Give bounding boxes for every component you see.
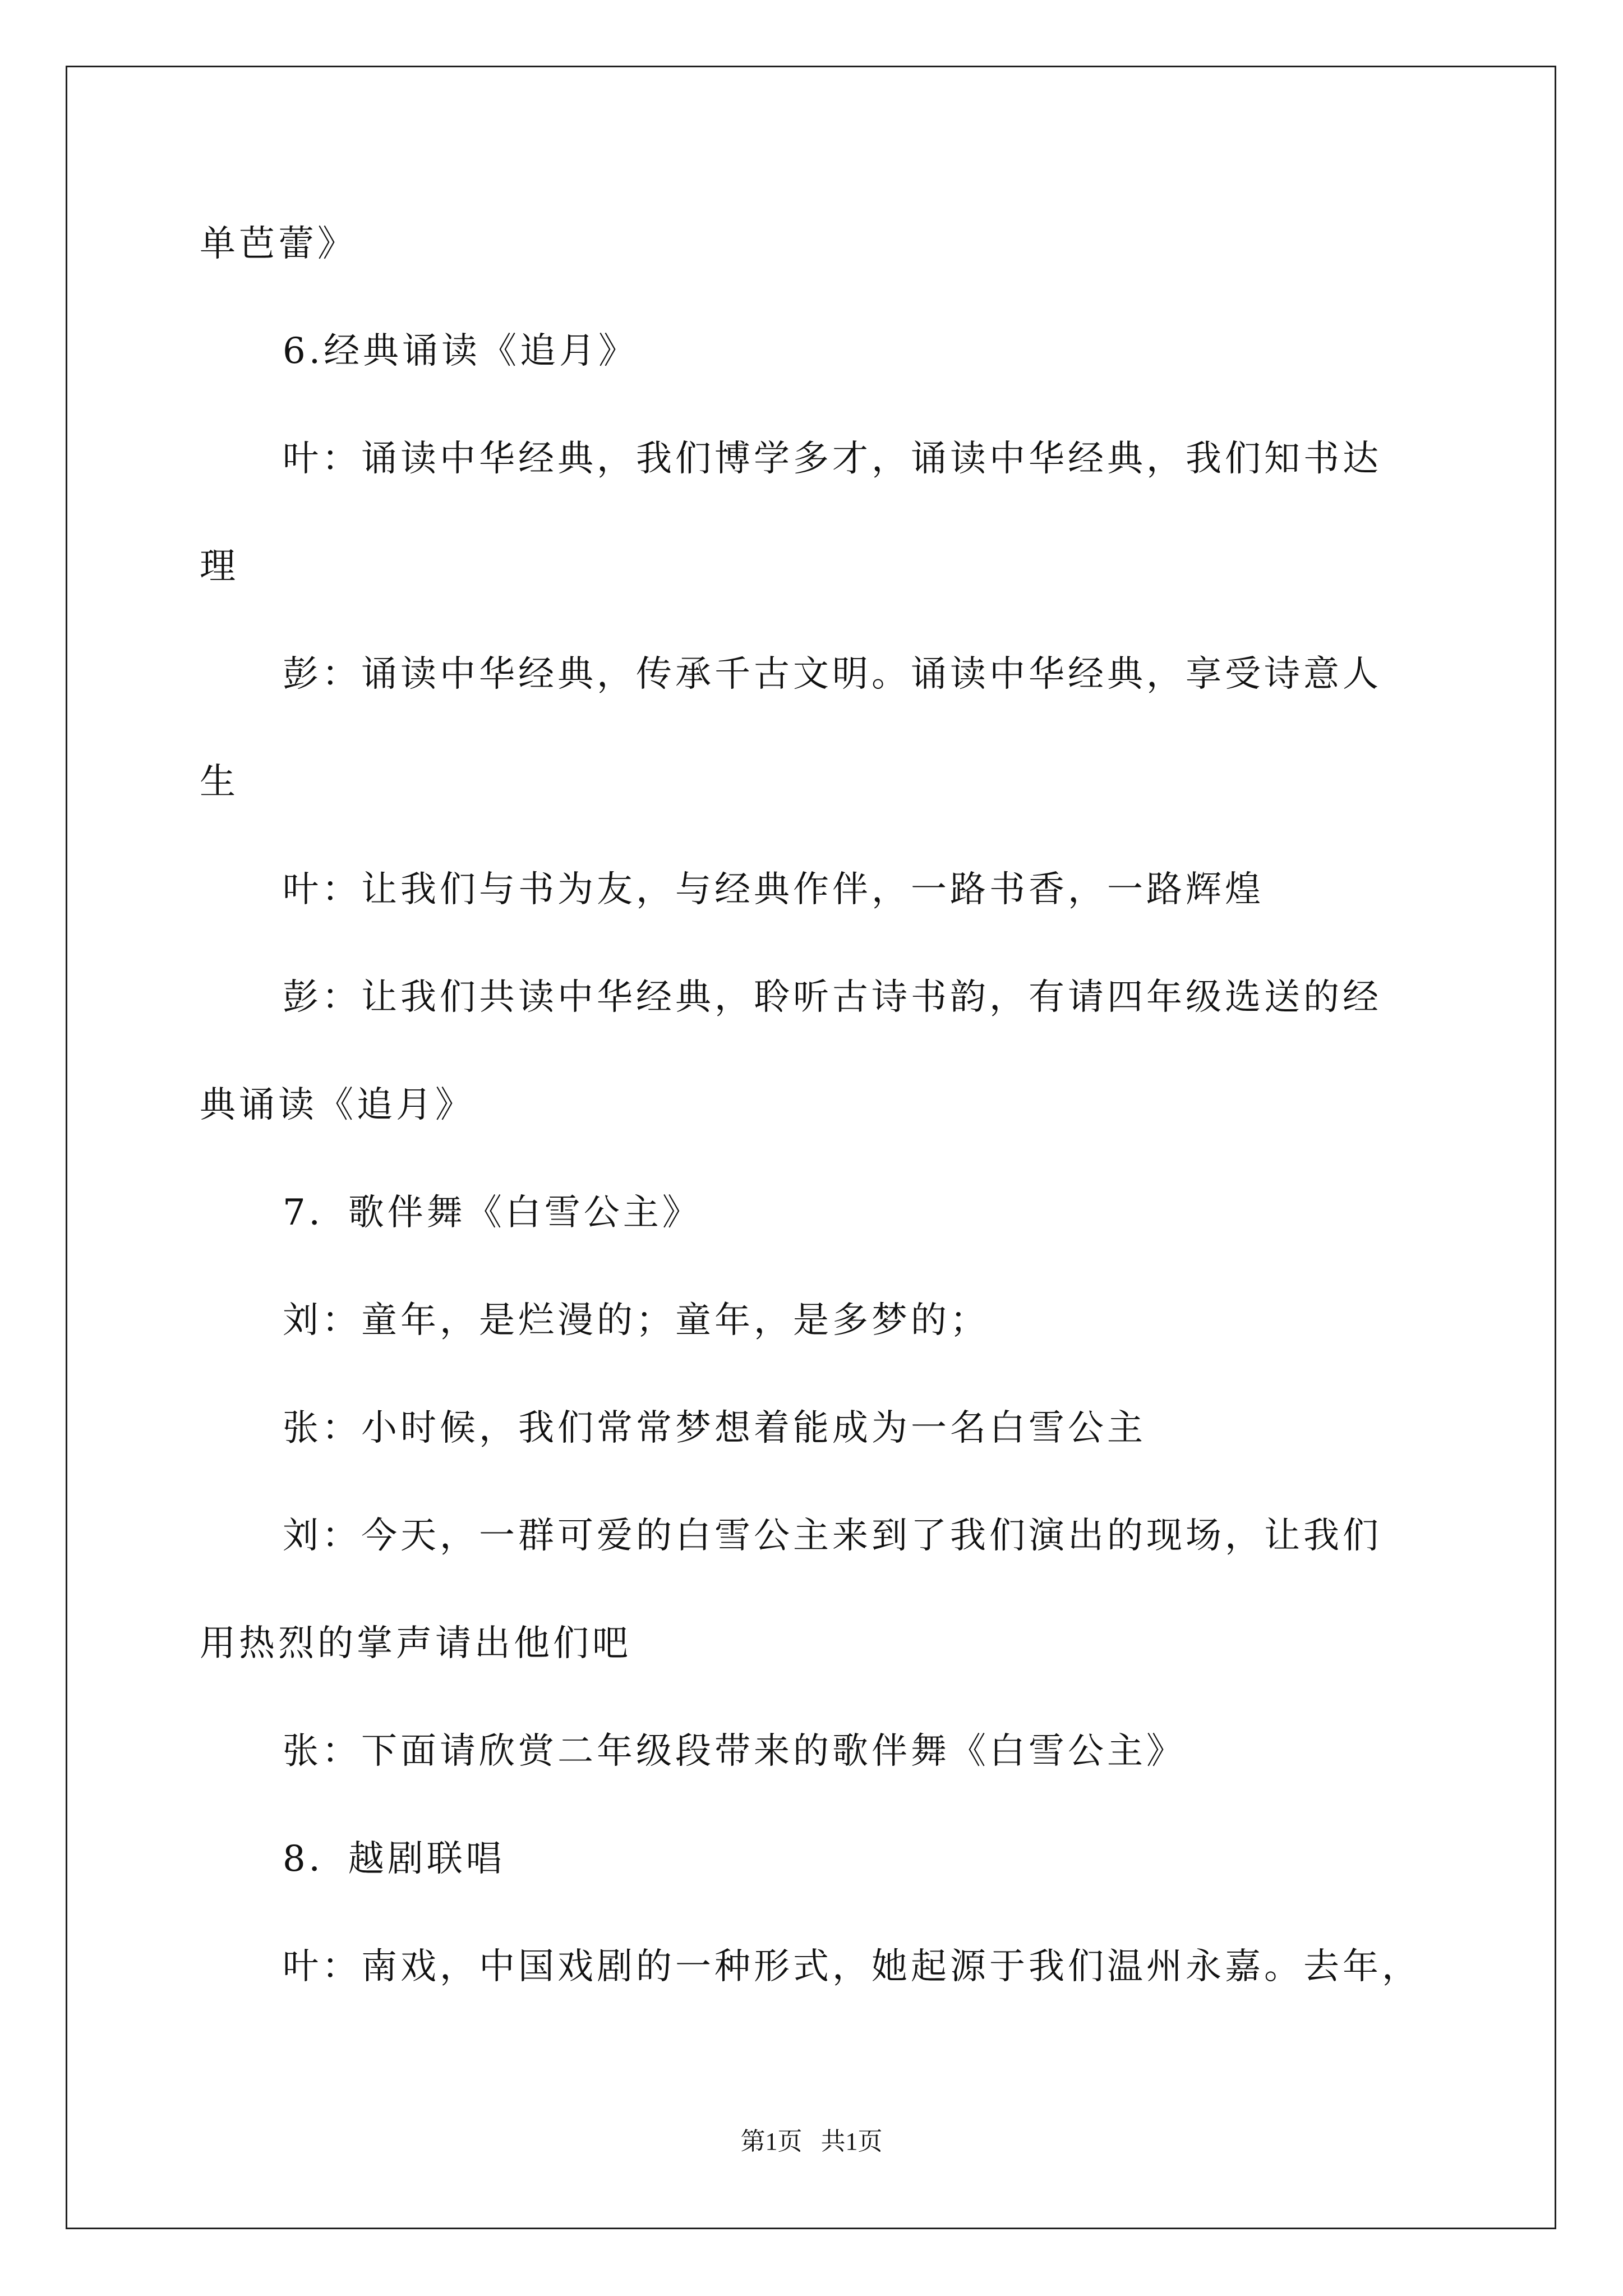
page-footer: 第1页 共1页: [740, 2128, 883, 2155]
text-line-16: 8．越剧联唱: [283, 1838, 505, 1880]
page-border: [66, 66, 1556, 2229]
text-line-15: 张：下面请欣赏二年级段带来的歌伴舞《白雪公主》: [283, 1731, 1186, 1772]
text-line-8: 彭：让我们共读中华经典，聆听古诗书韵，有请四年级选送的经: [283, 977, 1382, 1018]
text-line-11: 刘：童年，是烂漫的；童年，是多梦的；: [283, 1300, 989, 1341]
text-line-12: 张：小时候，我们常常梦想着能成为一名白雪公主: [283, 1407, 1146, 1449]
text-line-5: 彭：诵读中华经典，传承千古文明。诵读中华经典，享受诗意人: [283, 654, 1382, 695]
text-line-3: 叶：诵读中华经典，我们博学多才，诵读中华经典，我们知书达: [283, 438, 1382, 480]
text-line-2: 6.经典诵读《追月》: [283, 330, 638, 372]
text-line-13: 刘：今天，一群可爱的白雪公主来到了我们演出的现场，让我们: [283, 1515, 1382, 1557]
text-line-6: 生: [200, 761, 239, 803]
text-line-9: 典诵读《追月》: [200, 1084, 474, 1126]
text-line-17: 叶：南戏，中国戏剧的一种形式，她起源于我们温州永嘉。去年，: [283, 1946, 1421, 1987]
text-line-10: 7．歌伴舞《白雪公主》: [283, 1192, 702, 1234]
text-line-7: 叶：让我们与书为友，与经典作伴，一路书香，一路辉煌: [283, 869, 1264, 910]
text-line-1: 单芭蕾》: [200, 223, 357, 265]
text-line-14: 用热烈的掌声请出他们吧: [200, 1623, 631, 1664]
text-line-4: 理: [200, 546, 239, 587]
